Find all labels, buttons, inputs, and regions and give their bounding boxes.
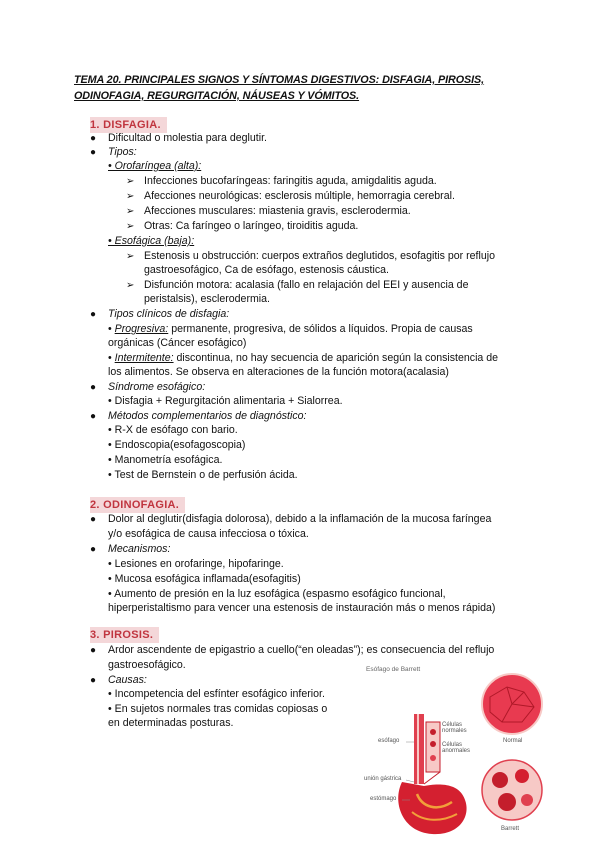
arrow-bullet-icon: ➢ <box>126 176 135 187</box>
mecanismo-item: • Mucosa esofágica inflamada(esofagitis) <box>108 573 301 585</box>
esofagica-label: • Esofágica (baja): <box>108 235 195 247</box>
progresiva-text-cont: orgánicas (Cáncer esofágico) <box>108 337 247 349</box>
sindrome-label: Síndrome esofágico: <box>108 381 206 393</box>
odinofagia-definition: Dolor al deglutir(disfagia dolorosa), debido a la inflamación de la mucosa faríngea <box>108 513 492 525</box>
barrett-esophagus-figure <box>362 662 562 842</box>
label-esofago: esófago <box>378 738 400 744</box>
label-barrett: Barrett <box>501 826 520 832</box>
title-line-2: ODINOFAGIA, REGURGITACIÓN, NÁUSEAS Y VÓMITOS. <box>74 90 360 102</box>
arrow-bullet-icon: ➢ <box>126 221 135 232</box>
tipos-clinicos-label: Tipos clínicos de disfagia: <box>108 308 230 320</box>
sindrome-text: • Disfagia + Regurgitación alimentaria + Sialorrea. <box>108 395 343 407</box>
mecanismo-item: • Lesiones en orofaringe, hipofaringe. <box>108 558 284 570</box>
bullet-icon: ● <box>90 544 97 555</box>
bullet-icon: ● <box>90 147 97 158</box>
arrow-bullet-icon: ➢ <box>126 206 135 217</box>
pirosis-definition: Ardor ascendente de epigastrio a cuello(“en oleadas”); es consecuencia del reflujo <box>108 644 495 656</box>
intermitente-text-cont: los alimentos. Se observa en alteraciones de la función motora(acalasia) <box>108 366 449 378</box>
esofagica-item-cont: peristalsis), esclerodermia. <box>144 293 270 305</box>
orofaringea-item: Otras: Ca faríngeo o laríngeo, tiroiditis aguda. <box>144 220 359 232</box>
mecanismos-label: Mecanismos: <box>108 543 171 555</box>
bullet-icon: ● <box>90 309 97 320</box>
label-celulas-anormales: Células anormales <box>442 742 471 754</box>
odinofagia-definition-cont: y/o esofágica de causa infecciosa o tóxica. <box>108 528 309 540</box>
label-estomago: estómago <box>370 796 397 802</box>
title-line-1: TEMA 20. PRINCIPALES SIGNOS Y SÍNTOMAS DIGESTIVOS: DISFAGIA, PIROSIS, <box>74 74 485 86</box>
esofagica-item: Disfunción motora: acalasia (fallo en relajación del EEI y ausencia de <box>144 279 469 291</box>
causas-label: Causas: <box>108 674 147 686</box>
mecanismo-item-cont: hiperperistaltismo para vencer una estenosis de instauración más o menos rápida) <box>108 602 496 614</box>
page-title <box>74 72 534 104</box>
arrow-bullet-icon: ➢ <box>126 280 135 291</box>
intermitente-line: • Intermitente: discontinua, no hay secuencia de aparición según la consistencia de <box>108 352 499 364</box>
disfagia-definition: Dificultad o molestia para deglutir. <box>108 132 267 144</box>
bullet-icon: ● <box>90 675 97 686</box>
tipos-label: Tipos: <box>108 146 137 158</box>
metodo-item: • Test de Bernstein o de perfusión ácida. <box>108 469 298 481</box>
arrow-bullet-icon: ➢ <box>126 251 135 262</box>
causa-item: • Incompetencia del esfínter esofágico inferior. <box>108 688 325 700</box>
bullet-icon: ● <box>90 411 97 422</box>
orofaringea-item: Afecciones neurológicas: esclerosis múltiple, hemorragia cerebral. <box>144 190 455 202</box>
metodo-item: • Manometría esofágica. <box>108 454 223 466</box>
bullet-icon: ● <box>90 645 97 656</box>
orofaringea-item: Infecciones bucofaríngeas: faringitis aguda, amigdalitis aguda. <box>144 175 437 187</box>
section-heading-disfagia: 1. DISFAGIA. <box>90 117 167 133</box>
causa-item-cont: en determinadas posturas. <box>108 717 234 729</box>
progresiva-line: • Progresiva: permanente, progresiva, de sólidos a líquidos. Propia de causas <box>108 323 473 335</box>
intermitente-text: discontinua, no hay secuencia de aparición según la consistencia de <box>173 352 499 364</box>
bullet-icon: ● <box>90 133 97 144</box>
metodo-item: • Endoscopia(esofagoscopia) <box>108 439 246 451</box>
section-heading-odinofagia: 2. ODINOFAGIA. <box>90 497 185 513</box>
esofagica-item: Estenosis u obstrucción: cuerpos extraños deglutidos, esofagitis por reflujo <box>144 250 495 262</box>
section-heading-pirosis: 3. PIROSIS. <box>90 627 159 643</box>
orofaringea-item: Afecciones musculares: miastenia gravis, esclerodermia. <box>144 205 411 217</box>
bullet-icon: ● <box>90 514 97 525</box>
orofaringea-label: • Orofaríngea (alta): <box>108 160 202 172</box>
metodos-label: Métodos complementarios de diagnóstico: <box>108 410 307 422</box>
progresiva-label: Progresiva: <box>114 323 169 335</box>
causa-item: • En sujetos normales tras comidas copiosas o <box>108 703 328 715</box>
figure-caption: Esófago de Barrett <box>366 666 421 673</box>
mecanismo-item: • Aumento de presión en la luz esofágica (espasmo esofágico funcional, <box>108 588 446 600</box>
bullet-icon: ● <box>90 382 97 393</box>
label-normal: Normal <box>503 738 523 744</box>
arrow-bullet-icon: ➢ <box>126 191 135 202</box>
metodo-item: • R-X de esófago con bario. <box>108 424 238 436</box>
pirosis-definition-cont: gastroesofágico. <box>108 659 186 671</box>
progresiva-text: permanente, progresiva, de sólidos a líquidos. Propia de causas <box>168 323 473 335</box>
label-union-gastrica: unión gástrica <box>364 776 402 782</box>
label-celulas-normales: Células normales <box>442 722 467 734</box>
intermitente-label: Intermitente: <box>114 352 174 364</box>
esofagica-item-cont: gastroesofágico, Ca de esófago, estenosis cáustica. <box>144 264 389 276</box>
